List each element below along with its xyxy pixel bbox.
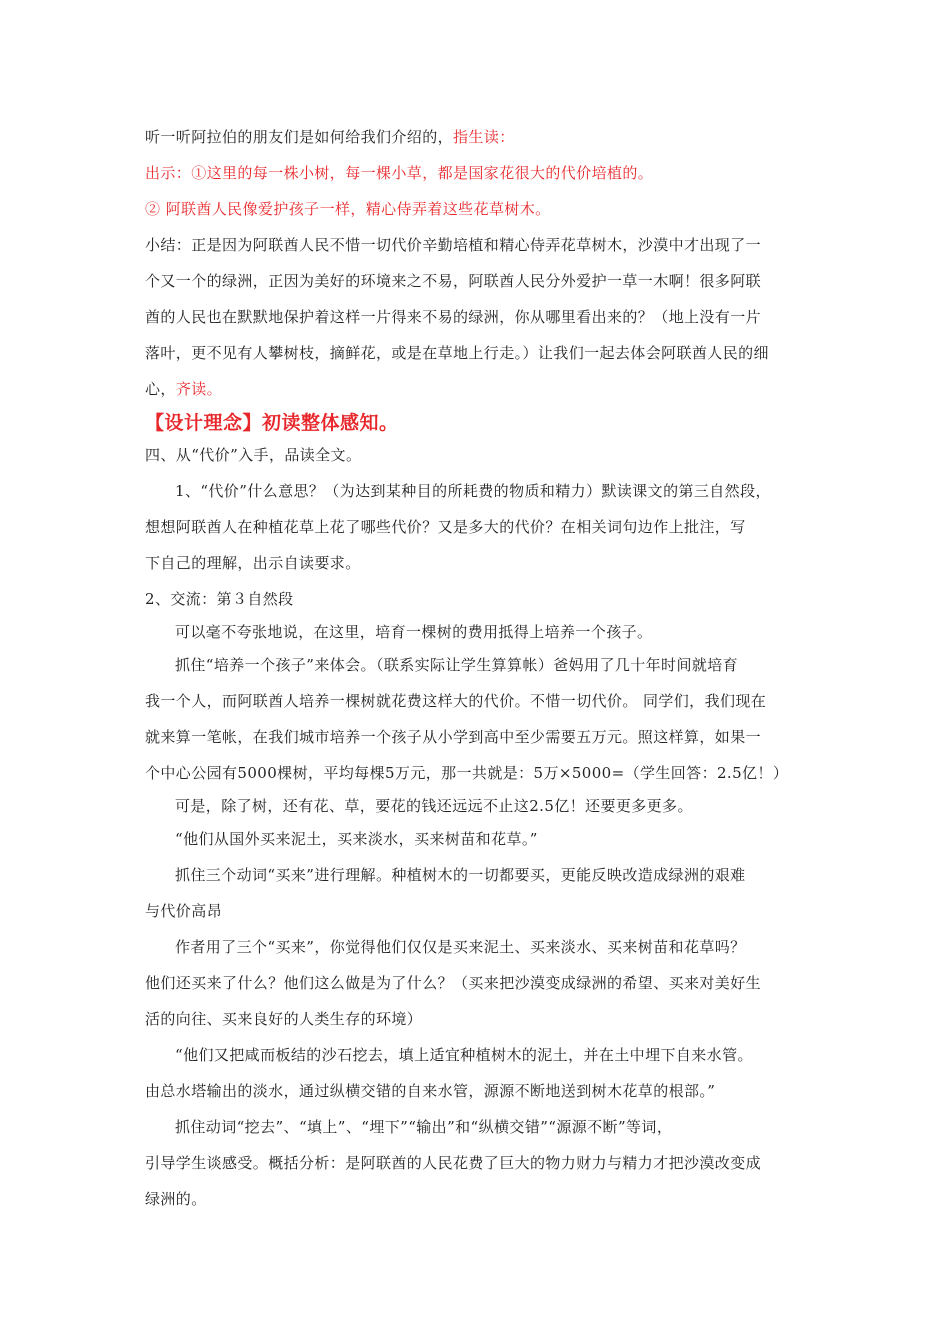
summary-line-1: 小结：正是因为阿联酋人民不惜一切代价辛勤培植和精心侍弄花草树木，沙漠中才出现了一 xyxy=(145,236,762,254)
paragraph-line: 1、“代价”什么意思？（为达到某种目的所耗费的物质和精力）默读课文的第三自然段， xyxy=(175,482,771,500)
paragraph-line: 下自己的理解，出示自读要求。 xyxy=(145,554,361,572)
paragraph-line: 想想阿联酋人在种植花草上花了哪些代价？又是多大的代价？在相关词句边作上批注，写 xyxy=(145,518,746,536)
summary-line-2: 个又一个的绿洲，正因为美好的环境来之不易，阿联酋人民分外爱护一草一木啊！很多阿联 xyxy=(145,272,762,290)
paragraph-line: 绿洲的。 xyxy=(145,1190,207,1208)
paragraph-line: 抓住动词“挖去”、“填上”、“埋下”“输出”和“纵横交错”“源源不断”等词， xyxy=(175,1118,673,1136)
read-together-red: 齐读。 xyxy=(175,380,223,398)
quote-line: “他们又把咸而板结的沙石挖去，填上适宜种植树木的泥土，并在土中埋下自来水管。 xyxy=(175,1046,753,1064)
line-show-2: ② 阿联酋人民像爱护孩子一样，精心侍弄着这些花草树木。 xyxy=(145,200,551,218)
paragraph-line: 我一个人，而阿联酋人培养一棵树就花费这样大的代价。不惜一切代价。 同学们，我们现在 xyxy=(145,692,767,710)
paragraph-line: 就来算一笔帐，在我们城市培养一个孩子从小学到高中至少需要五万元。照这样算，如果一 xyxy=(145,728,762,746)
section-four-title: 四、从“代价”入手，品读全文。 xyxy=(145,446,362,464)
paragraph-line: 活的向往、买来良好的人类生存的环境） xyxy=(145,1010,423,1028)
instruction-red: 指生读： xyxy=(453,128,515,146)
paragraph-line: 与代价高昂 xyxy=(145,902,223,920)
paragraph-line: 2、交流：第３自然段 xyxy=(145,590,294,608)
quote-line: “他们从国外买来泥土，买来淡水，买来树苗和花草。” xyxy=(175,830,538,848)
quote-line: 由总水塔输出的淡水，通过纵横交错的自来水管，源源不断地送到树木花草的根部。” xyxy=(145,1082,716,1100)
line-intro xyxy=(145,127,810,147)
paragraph-line: 可是，除了树，还有花、草，要花的钱还远远不止这2.5亿！还要更多更多。 xyxy=(175,797,693,815)
design-concept-heading: 【设计理念】初读整体感知。 xyxy=(145,412,399,434)
summary-line-4: 落叶，更不见有人攀树枝，摘鲜花，或是在草地上行走。）让我们一起去体会阿联酋人民的细 xyxy=(145,344,769,362)
paragraph-line: 可以毫不夸张地说，在这里，培育一棵树的费用抵得上培养一个孩子。 xyxy=(175,623,653,641)
paragraph-line: 个中心公园有5000棵树，平均每棵5万元，那一共就是：5万×5000=（学生回答：2.5亿！） xyxy=(145,764,789,782)
summary-line-3: 酋的人民也在默默地保护着这样一片得来不易的绿洲，你从哪里看出来的？（地上没有一片 xyxy=(145,308,762,326)
summary-line-5 xyxy=(145,379,810,399)
paragraph-line: 作者用了三个“买来”，你觉得他们仅仅是买来泥土、买来淡水、买来树苗和花草吗？ xyxy=(175,938,746,956)
paragraph-line: 抓住三个动词“买来”进行理解。种植树木的一切都要买，更能反映改造成绿洲的艰难 xyxy=(175,866,746,884)
paragraph-line: 引导学生谈感受。概括分析：是阿联酋的人民花费了巨大的物力财力与精力才把沙漠改变成 xyxy=(145,1154,762,1172)
paragraph-line: 他们还买来了什么？他们这么做是为了什么？（买来把沙漠变成绿洲的希望、买来对美好生 xyxy=(145,974,762,992)
line-show-1: 出示：①这里的每一株小树，每一棵小草，都是国家花很大的代价培植的。 xyxy=(145,164,654,182)
summary-end-text: 心， xyxy=(145,380,176,398)
intro-text: 听一听阿拉伯的朋友们是如何给我们介绍的， xyxy=(145,128,454,146)
paragraph-line: 抓住“培养一个孩子”来体会。（联系实际让学生算算帐）爸妈用了几十年时间就培育 xyxy=(175,656,739,674)
